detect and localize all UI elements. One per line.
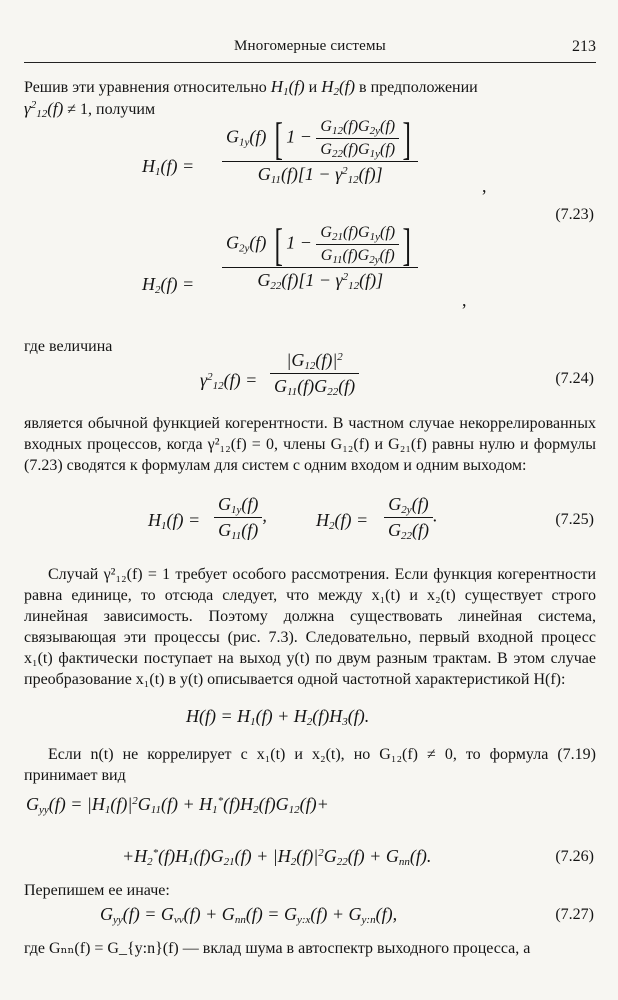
equation-number-7-23: (7.23) — [555, 206, 594, 223]
paragraph-intro: Решив эти уравнения относительно $H_1(f)$ и $H_2(f)$ в предположении $\gamma^2_{12}(f) \ne 1$, получим — [24, 77, 478, 120]
paragraph-noise: Если n(t) не коррелирует с x₁(t) и x₂(t), но G₁₂(f) ≠ 0, то формула (7.19) принимает вид — [24, 746, 596, 784]
chapter-title: Многомерные системы — [234, 38, 386, 54]
page-number: 213 — [572, 38, 596, 55]
book-page: Многомерные системы 213 Решив эти уравнения относительно $H_1(f)$ и $H_2(f)$ в предположении $\gamma^2_{12}(f) \ne 1$, получим $H_1(f)$ = $G_{1y}(f)$ [ 1 − $\frac{G_{12}(f)G_{2y}(f)}{G_{22}(f)G_{1y}(f)}$ ] $G_{11}(f)[1 - \gamma^2_{12}(f)]$ , (7.23) $H_2(f)$ = $G_{2y}(f)$ [ 1 − $\frac{G_{21}(f)G_{1y}(f)}{G_{11}(f)G_{2y}(f)}$ ] $G_{22}(f)[1 - \gamma^2_{12}(f)]$ , где величина $\gamma^2_{12}(f)$ = $\frac{|G_{12}(f)|^2}{G_{11}(f)G_{22}(f)}$ (7.24) является обычной функцией когерентности. В частном случае некоррелированных входных процессов, когда γ²₁₂(f) = 0, члены G₁₂(f) и G₂₁(f) равны нулю и формулы (7.23) сводятся к формулам для систем с одним входом и одним выходом: $H_1(f)$ = $\frac{G_{1y}(f)}{G_{11}(f)}$ , $H_2(f)$ = $\frac{G_{2y}(f)}{G_{22}(f)}$ . (7.25) Случай γ²₁₂(f) = 1 требует особого рассмотрения. Если функция когерентности равна единице, то отсюда следует, что между x₁(t) и x₂(t) существует строго линейная зависимость. Поэтому должна существовать линейная система, связывающая эти процессы (рис. 7.3). Следовательно, первый входной процесс x₁(t) фактически поступает на выход y(t) по двум разным трактам. В этом случае преобразование x₁(t) в y(t) описывается одной частотной характеристикой H(f): $H(f) = H_1(f) + H_2(f)H_3(f)$. Если n(t) не коррелирует с x₁(t) и x₂(t), но G₁₂(f) ≠ 0, то формула (7.19) принимает вид $G_{yy}(f) = |H_1(f)|^2G_{11}(f) + H_1^*(f)H_2(f)G_{12}(f)+$ $+H_2^*(f)H_1(f)G_{21}(f) + |H_2(f)|^2G_{22}(f) + G_{nn}(f)$. (7.26) Перепишем ее иначе: $G_{yy}(f) = G_{vv}(f) + G_{nn}(f) = G_{y:x}(f) + G_{y:n}(f)$, (7.27) где Gₙₙ(f) = G_{y:n}(f) — вклад шума в автоспектр выходного процесса, а — [24, 38, 596, 957]
header-rule — [24, 62, 596, 63]
equation-number-7-27: (7.27) — [555, 906, 594, 923]
equation-number-7-26: (7.26) — [555, 848, 594, 865]
running-header — [24, 38, 596, 60]
paragraph-special-case: Случай γ²₁₂(f) = 1 требует особого рассмотрения. Если функция когерентности равна единице, то отсюда следует, что между x₁(t) и x₂(t) существует строго линейная зависимость. Поэтому должна существовать линейная система, связывающая эти процессы (рис. 7.3). Следовательно, первый входной процесс x₁(t) фактически поступает на выход y(t) по двум разным трактам. В этом случае преобразование x₁(t) в y(t) описывается одной частотной характеристикой H(f): — [24, 566, 596, 688]
paragraph-noise-contribution: где Gₙₙ(f) = G_{y:n}(f) — вклад шума в автоспектр выходного процесса, а — [24, 940, 531, 957]
equation-number-7-24: (7.24) — [555, 370, 594, 387]
paragraph-coherence: является обычной функцией когерентности. В частном случае некоррелированных входных процессов, когда γ²₁₂(f) = 0, члены G₁₂(f) и G₂₁(f) равны нулю и формулы (7.23) сводятся к формулам для систем с одним входом и одним выходом: — [24, 415, 596, 474]
paragraph-rewrite: Перепишем ее иначе: — [24, 882, 170, 899]
equation-number-7-25: (7.25) — [555, 511, 594, 528]
paragraph-where: где величина — [24, 338, 113, 355]
